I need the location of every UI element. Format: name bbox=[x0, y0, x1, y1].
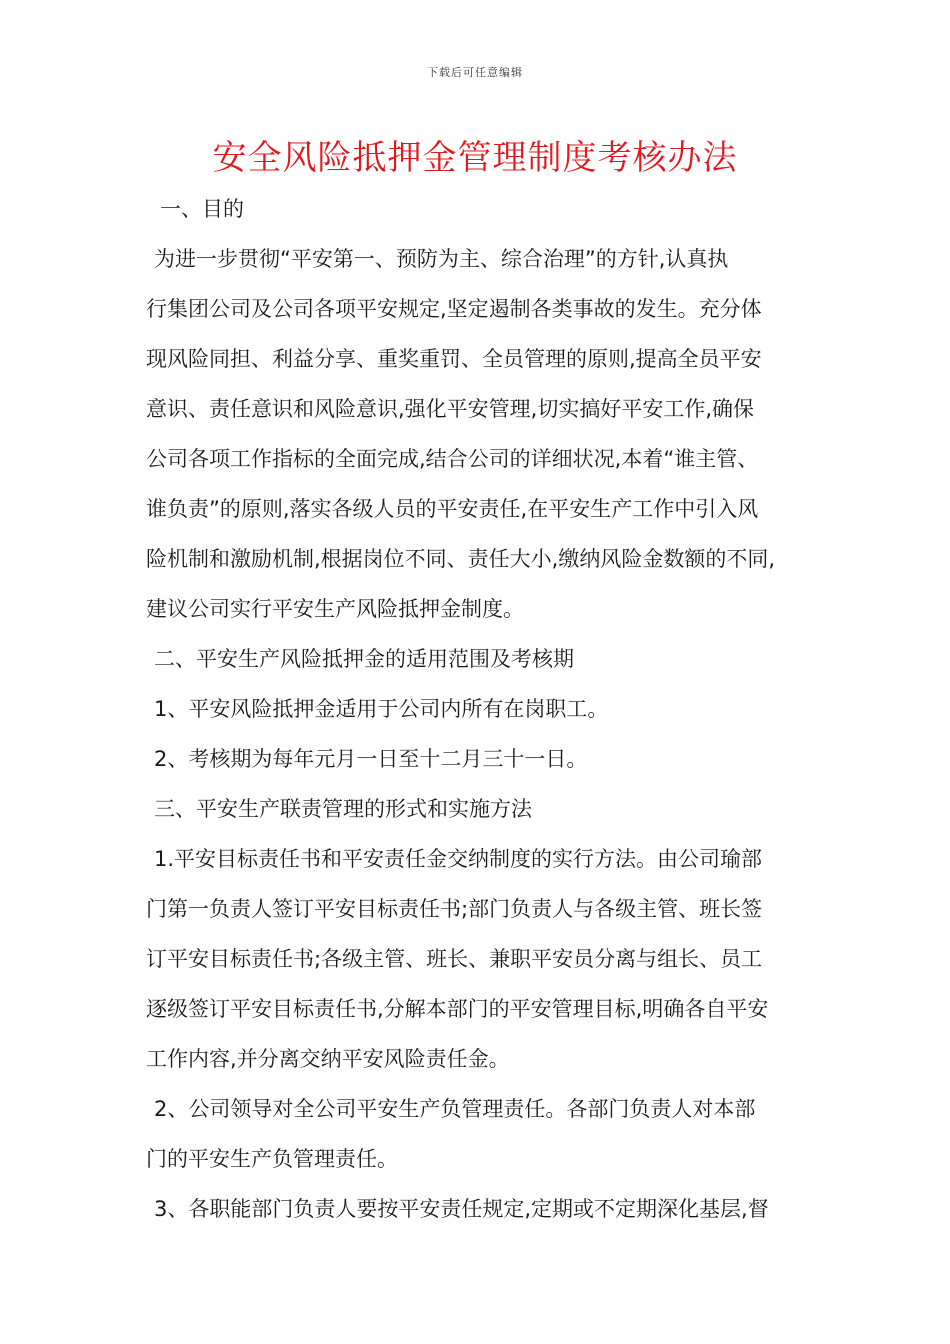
paragraph-line: 意识、责任意识和风险意识,强化平安管理,切实搞好平安工作,确保 bbox=[146, 397, 755, 421]
paragraph-line: 2、公司领导对全公司平安生产负管理责任。各部门负责人对本部 bbox=[154, 1097, 756, 1121]
document-body bbox=[146, 184, 812, 1234]
paragraph-line: 谁负责”的原则,落实各级人员的平安责任,在平安生产工作中引入风 bbox=[146, 497, 759, 521]
document-title: 安全风险抵押金管理制度考核办法 bbox=[212, 138, 738, 178]
paragraph-line: 公司各项工作指标的全面完成,结合公司的详细状况,本着“谁主管、 bbox=[146, 447, 759, 471]
paragraph-line: 行集团公司及公司各项平安规定,坚定遏制各类事故的发生。充分体 bbox=[146, 297, 762, 321]
paragraph-line: 为进一步贯彻“平安第一、预防为主、综合治理”的方针,认真执 bbox=[154, 247, 729, 271]
paragraph-line: 现风险同担、利益分享、重奖重罚、全员管理的原则,提高全员平安 bbox=[146, 347, 762, 371]
section-heading-implementation: 三、平安生产联责管理的形式和实施方法 bbox=[154, 797, 532, 821]
paragraph-line: 险机制和激励机制,根据岗位不同、责任大小,缴纳风险金数额的不同, bbox=[146, 547, 776, 571]
paragraph-line: 工作内容,并分离交纳平安风险责任金。 bbox=[146, 1047, 510, 1071]
list-item: 2、考核期为每年元月一日至十二月三十一日。 bbox=[154, 747, 588, 771]
paragraph-line: 建议公司实行平安生产风险抵押金制度。 bbox=[146, 597, 524, 621]
paragraph-line: 门的平安生产负管理责任。 bbox=[146, 1147, 398, 1171]
section-heading-scope: 二、平安生产风险抵押金的适用范围及考核期 bbox=[154, 647, 574, 671]
section-heading-purpose: 一、目的 bbox=[160, 197, 244, 221]
paragraph-line: 门第一负责人签订平安目标责任书;部门负责人与各级主管、班长签 bbox=[146, 897, 763, 921]
paragraph-line: 3、各职能部门负责人要按平安责任规定,定期或不定期深化基层,督 bbox=[154, 1197, 769, 1221]
paragraph-line: 1.平安目标责任书和平安责任金交纳制度的实行方法。由公司瑜部 bbox=[154, 847, 763, 871]
list-item: 1、平安风险抵押金适用于公司内所有在岗职工。 bbox=[154, 697, 609, 721]
paragraph-line: 逐级签订平安目标责任书,分解本部门的平安管理目标,明确各自平安 bbox=[146, 997, 769, 1021]
paragraph-line: 订平安目标责任书;各级主管、班长、兼职平安员分离与组长、员工 bbox=[146, 947, 763, 971]
header-note: 下载后可任意编辑 bbox=[427, 66, 523, 79]
